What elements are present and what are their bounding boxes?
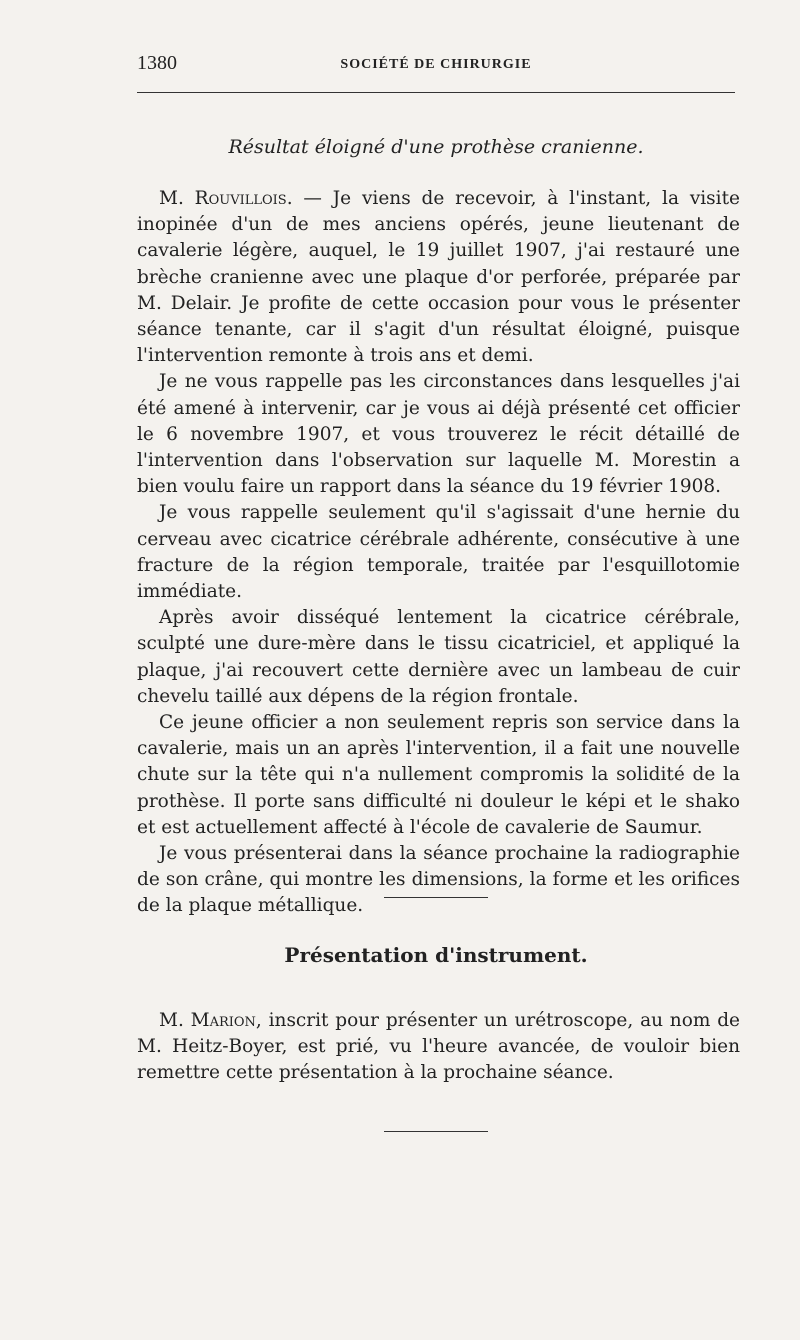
speaker-name: M. Rouvillois. <box>159 188 293 209</box>
paragraph: Je vous rappelle seulement qu'il s'agissait d'une hernie du cerveau avec cicatrice cérébrale adhérente, consécutive à une fracture de la région temporale, traitée par l'esquillotomie immédiate. <box>137 502 740 603</box>
paragraph: Je ne vous rappelle pas les circonstances dans lesquelles j'ai été amené à intervenir, car je vous ai déjà présenté cet officier le 6 novembre 1907, et vous trouverez le récit détaillé de l'intervention dans l'observation sur laquelle M. Morestin a bien voulu faire un rapport dans la séance du 19 février 1908. <box>137 371 740 498</box>
speaker-name: M. Marion, <box>159 1010 262 1031</box>
paragraph <box>137 1008 740 1087</box>
section-title-instrument: Présentation d'instrument. <box>284 943 588 967</box>
paragraph-text: inscrit pour présenter un urétroscope, au nom de M. Heitz-Boyer, est prié, vu l'heure avancée, de vouloir bien remettre cette présentation à la prochaine séance. <box>137 1010 740 1084</box>
section-title-prothese: Résultat éloigné d'une prothèse cranienne. <box>228 136 644 158</box>
running-head: SOCIÉTÉ DE CHIRURGIE <box>340 57 532 72</box>
paragraph: Je vous présenterai dans la séance prochaine la radiographie de son crâne, qui montre les dimensions, la forme et les orifices de la plaque métallique. <box>137 843 740 917</box>
page-header <box>137 52 735 82</box>
section-divider <box>384 897 488 898</box>
section-divider <box>384 1131 488 1132</box>
paragraph: Après avoir disséqué lentement la cicatrice cérébrale, sculpté une dure-mère dans le tissu cicatriciel, et appliqué la plaque, j'ai recouvert cette dernière avec un lambeau de cuir chevelu taillé aux dépens de la région frontale. <box>137 607 740 707</box>
paragraph <box>137 186 740 369</box>
section-body-instrument <box>137 1008 740 1087</box>
page-number: 1380 <box>137 52 177 74</box>
section-body-prothese <box>137 186 740 920</box>
paragraph-text: — Je viens de recevoir, à l'instant, la visite inopinée d'un de mes anciens opérés, jeune lieutenant de cavalerie légère, auquel, le 19 juillet 1907, j'ai restauré une brèche cranienne avec une plaque d'or perforée, préparée par M. Delair. Je profite de cette occasion pour vous le présenter séance tenante, car il s'agit d'un résultat éloigné, puisque l'intervention remonte à trois ans et demi. <box>137 188 740 367</box>
header-rule <box>137 92 735 93</box>
paragraph: Ce jeune officier a non seulement repris son service dans la cavalerie, mais un an après l'intervention, il a fait une nouvelle chute sur la tête qui n'a nullement compromis la solidité de la prothèse. Il porte sans difficulté ni douleur le képi et le shako et est actuellement affecté à l'école de cavalerie de Saumur. <box>137 712 740 838</box>
